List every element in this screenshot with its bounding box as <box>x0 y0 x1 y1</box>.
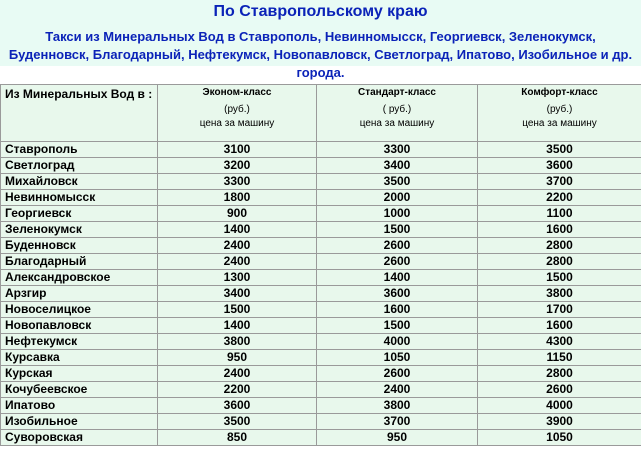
price-standard-cell: 3500 <box>317 174 478 190</box>
price-econom-cell: 2400 <box>158 254 317 270</box>
column-header-unit: (руб.) <box>224 104 250 115</box>
price-comfort-cell: 4000 <box>478 398 641 414</box>
price-econom-cell: 3200 <box>158 158 317 174</box>
column-header-unit: ( руб.) <box>382 104 412 115</box>
table-row <box>1 414 641 430</box>
city-cell: Михайловск <box>1 174 158 190</box>
table-row <box>1 430 641 446</box>
price-econom-cell: 1400 <box>158 318 317 334</box>
price-standard-cell: 2000 <box>317 190 478 206</box>
price-comfort-cell: 1100 <box>478 206 641 222</box>
price-standard-cell: 1050 <box>317 350 478 366</box>
table-row <box>1 238 641 254</box>
price-standard-cell: 4000 <box>317 334 478 350</box>
table-row <box>1 158 641 174</box>
price-standard-cell: 2600 <box>317 366 478 382</box>
table-row <box>1 382 641 398</box>
price-comfort-cell: 1150 <box>478 350 641 366</box>
table-row <box>1 334 641 350</box>
price-comfort-cell: 2800 <box>478 254 641 270</box>
city-cell: Невинномысск <box>1 190 158 206</box>
table-row <box>1 142 641 158</box>
price-econom-cell: 2200 <box>158 382 317 398</box>
table-row <box>1 286 641 302</box>
price-comfort-cell: 3700 <box>478 174 641 190</box>
price-econom-cell: 1500 <box>158 302 317 318</box>
price-standard-cell: 2400 <box>317 382 478 398</box>
price-econom-cell: 3100 <box>158 142 317 158</box>
city-cell: Кочубеевское <box>1 382 158 398</box>
table-header-row <box>1 85 641 142</box>
price-econom-cell: 3600 <box>158 398 317 414</box>
city-cell: Новопавловск <box>1 318 158 334</box>
price-comfort-cell: 2600 <box>478 382 641 398</box>
price-standard-cell: 3800 <box>317 398 478 414</box>
city-cell: Зеленокумск <box>1 222 158 238</box>
price-econom-cell: 900 <box>158 206 317 222</box>
column-header-name: Эконом-класс <box>202 87 272 98</box>
city-cell: Изобильное <box>1 414 158 430</box>
price-standard-cell: 1500 <box>317 222 478 238</box>
table-row <box>1 174 641 190</box>
price-econom-cell: 3800 <box>158 334 317 350</box>
column-header-name: Стандарт-класс <box>358 87 436 98</box>
price-econom-cell: 1800 <box>158 190 317 206</box>
column-header-unit: (руб.) <box>546 104 573 115</box>
page-subtitle: Такси из Минеральных Вод в Ставрополь, Невинномысск, Георгиевск, Зеленокумск, Буденновск, Благодарный, Нефтекумск, Новопавловск, Светлоград, Ипатово, Изобильное и др. города. <box>8 29 633 80</box>
column-header-note: цена за машину <box>199 118 275 129</box>
column-header-destination: Из Минеральных Вод в : <box>1 85 158 142</box>
price-econom-cell: 950 <box>158 350 317 366</box>
city-cell: Нефтекумск <box>1 334 158 350</box>
price-econom-cell: 3500 <box>158 414 317 430</box>
price-comfort-cell: 2200 <box>478 190 641 206</box>
price-standard-cell: 3600 <box>317 286 478 302</box>
price-standard-cell: 1000 <box>317 206 478 222</box>
table-row <box>1 398 641 414</box>
price-standard-cell: 1400 <box>317 270 478 286</box>
price-comfort-cell: 1050 <box>478 430 641 446</box>
price-econom-cell: 1400 <box>158 222 317 238</box>
price-comfort-cell: 1700 <box>478 302 641 318</box>
price-comfort-cell: 3500 <box>478 142 641 158</box>
price-econom-cell: 3300 <box>158 174 317 190</box>
table-row <box>1 222 641 238</box>
price-comfort-cell: 3800 <box>478 286 641 302</box>
price-standard-cell: 2600 <box>317 254 478 270</box>
column-header-econom <box>158 85 317 142</box>
price-econom-cell: 3400 <box>158 286 317 302</box>
price-comfort-cell: 2800 <box>478 366 641 382</box>
column-header-name: Комфорт-класс <box>521 87 598 98</box>
price-standard-cell: 950 <box>317 430 478 446</box>
city-cell: Ставрополь <box>1 142 158 158</box>
price-comfort-cell: 2800 <box>478 238 641 254</box>
table-row <box>1 302 641 318</box>
price-comfort-cell: 3900 <box>478 414 641 430</box>
city-cell: Благодарный <box>1 254 158 270</box>
price-standard-cell: 1600 <box>317 302 478 318</box>
city-cell: Светлоград <box>1 158 158 174</box>
price-comfort-cell: 1500 <box>478 270 641 286</box>
page-title: По Ставропольскому краю <box>213 3 428 20</box>
price-standard-cell: 1500 <box>317 318 478 334</box>
column-header-comfort <box>478 85 641 142</box>
column-header-standard <box>317 85 478 142</box>
table-row <box>1 318 641 334</box>
table-row <box>1 270 641 286</box>
price-standard-cell: 3300 <box>317 142 478 158</box>
price-table <box>0 84 641 446</box>
price-comfort-cell: 4300 <box>478 334 641 350</box>
price-econom-cell: 2400 <box>158 366 317 382</box>
table-row <box>1 254 641 270</box>
table-row <box>1 350 641 366</box>
price-comfort-cell: 3600 <box>478 158 641 174</box>
price-standard-cell: 3400 <box>317 158 478 174</box>
city-cell: Георгиевск <box>1 206 158 222</box>
table-row <box>1 190 641 206</box>
city-cell: Суворовская <box>1 430 158 446</box>
price-comfort-cell: 1600 <box>478 222 641 238</box>
price-standard-cell: 2600 <box>317 238 478 254</box>
page-header <box>0 0 641 80</box>
city-cell: Ипатово <box>1 398 158 414</box>
price-comfort-cell: 1600 <box>478 318 641 334</box>
city-cell: Курсавка <box>1 350 158 366</box>
city-cell: Арзгир <box>1 286 158 302</box>
table-row <box>1 206 641 222</box>
city-cell: Курская <box>1 366 158 382</box>
city-cell: Новоселицкое <box>1 302 158 318</box>
table-row <box>1 366 641 382</box>
price-econom-cell: 2400 <box>158 238 317 254</box>
city-cell: Александровское <box>1 270 158 286</box>
price-econom-cell: 850 <box>158 430 317 446</box>
price-standard-cell: 3700 <box>317 414 478 430</box>
city-cell: Буденновск <box>1 238 158 254</box>
price-econom-cell: 1300 <box>158 270 317 286</box>
column-header-note: цена за машину <box>359 118 435 129</box>
column-header-note: цена за машину <box>522 118 597 129</box>
